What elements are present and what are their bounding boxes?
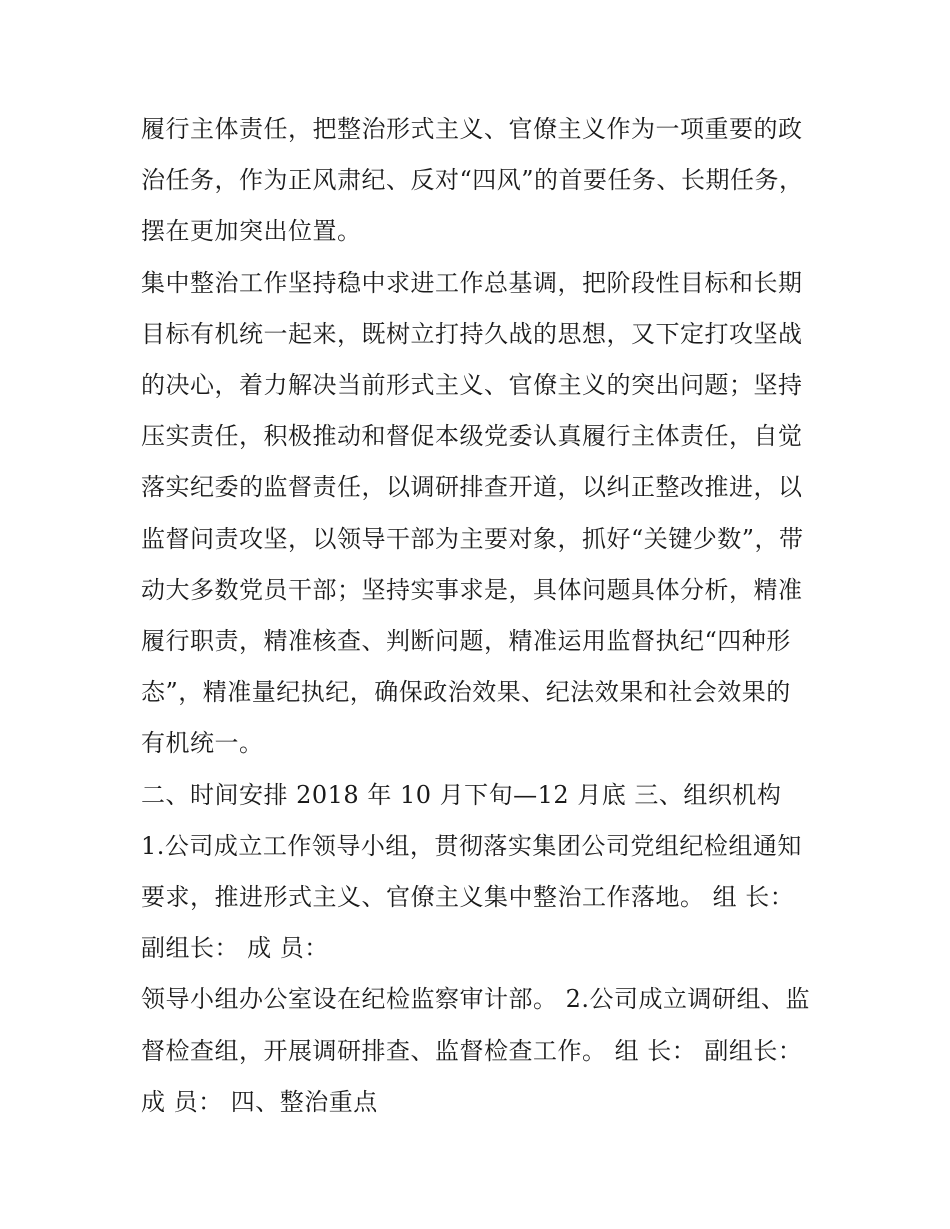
text-line: 摆在更加突出位置。 <box>141 217 362 246</box>
text-line: 领导小组办公室设在纪检监察审计部。 2.公司成立调研组、监 <box>141 985 811 1014</box>
text-line: 集中整治工作坚持稳中求进工作总基调，把阶段性目标和长期 <box>141 268 803 297</box>
text-line: 监督问责攻坚，以领导干部为主要对象，抓好“关键少数”，带 <box>141 524 804 553</box>
text-line: 成 员： 四、整治重点 <box>141 1087 378 1116</box>
text-line: 1.公司成立工作领导小组，贯彻落实集团公司党组纪检组通知 <box>141 831 802 860</box>
text-line: 治任务，作为正风肃纪、反对“四风”的首要任务、长期任务， <box>141 166 804 195</box>
text-line: 履行职责，精准核查、判断问题，精准运用监督执纪“四种形 <box>141 627 791 656</box>
paragraph-office-and-teams <box>141 974 821 1128</box>
text-line: 履行主体责任，把整治形式主义、官僚主义作为一项重要的政 <box>141 115 803 143</box>
text-line: 态”，精准量纪执纪，确保政治效果、纪法效果和社会效果的 <box>141 678 791 707</box>
text-line: 二、时间安排 2018 年 10 月下旬—12 月底 三、组织机构 <box>141 780 782 809</box>
text-line: 督检查组，开展调研排查、监督检查工作。 组 长： 副组长： <box>141 1036 803 1065</box>
text-line: 压实责任，积极推动和督促本级党委认真履行主体责任，自觉 <box>141 422 803 451</box>
document-body <box>141 104 821 1128</box>
text-line: 的决心，着力解决当前形式主义、官僚主义的突出问题；坚持 <box>141 371 803 400</box>
text-line: 落实纪委的监督责任，以调研排查开道，以纠正整改推进，以 <box>141 473 803 502</box>
paragraph-responsibility <box>141 104 821 258</box>
text-line: 目标有机统一起来，既树立打持久战的思想，又下定打攻坚战 <box>141 319 803 348</box>
paragraph-leadership-group <box>141 821 821 975</box>
text-line: 副组长： 成 员： <box>141 934 329 963</box>
text-line: 有机统一。 <box>141 729 264 758</box>
text-line: 动大多数党员干部；坚持实事求是，具体问题具体分析，精准 <box>141 575 803 604</box>
text-line: 要求，推进形式主义、官僚主义集中整治工作落地。 组 长： <box>141 883 795 912</box>
paragraph-schedule <box>141 770 821 821</box>
paragraph-principles <box>141 258 821 770</box>
